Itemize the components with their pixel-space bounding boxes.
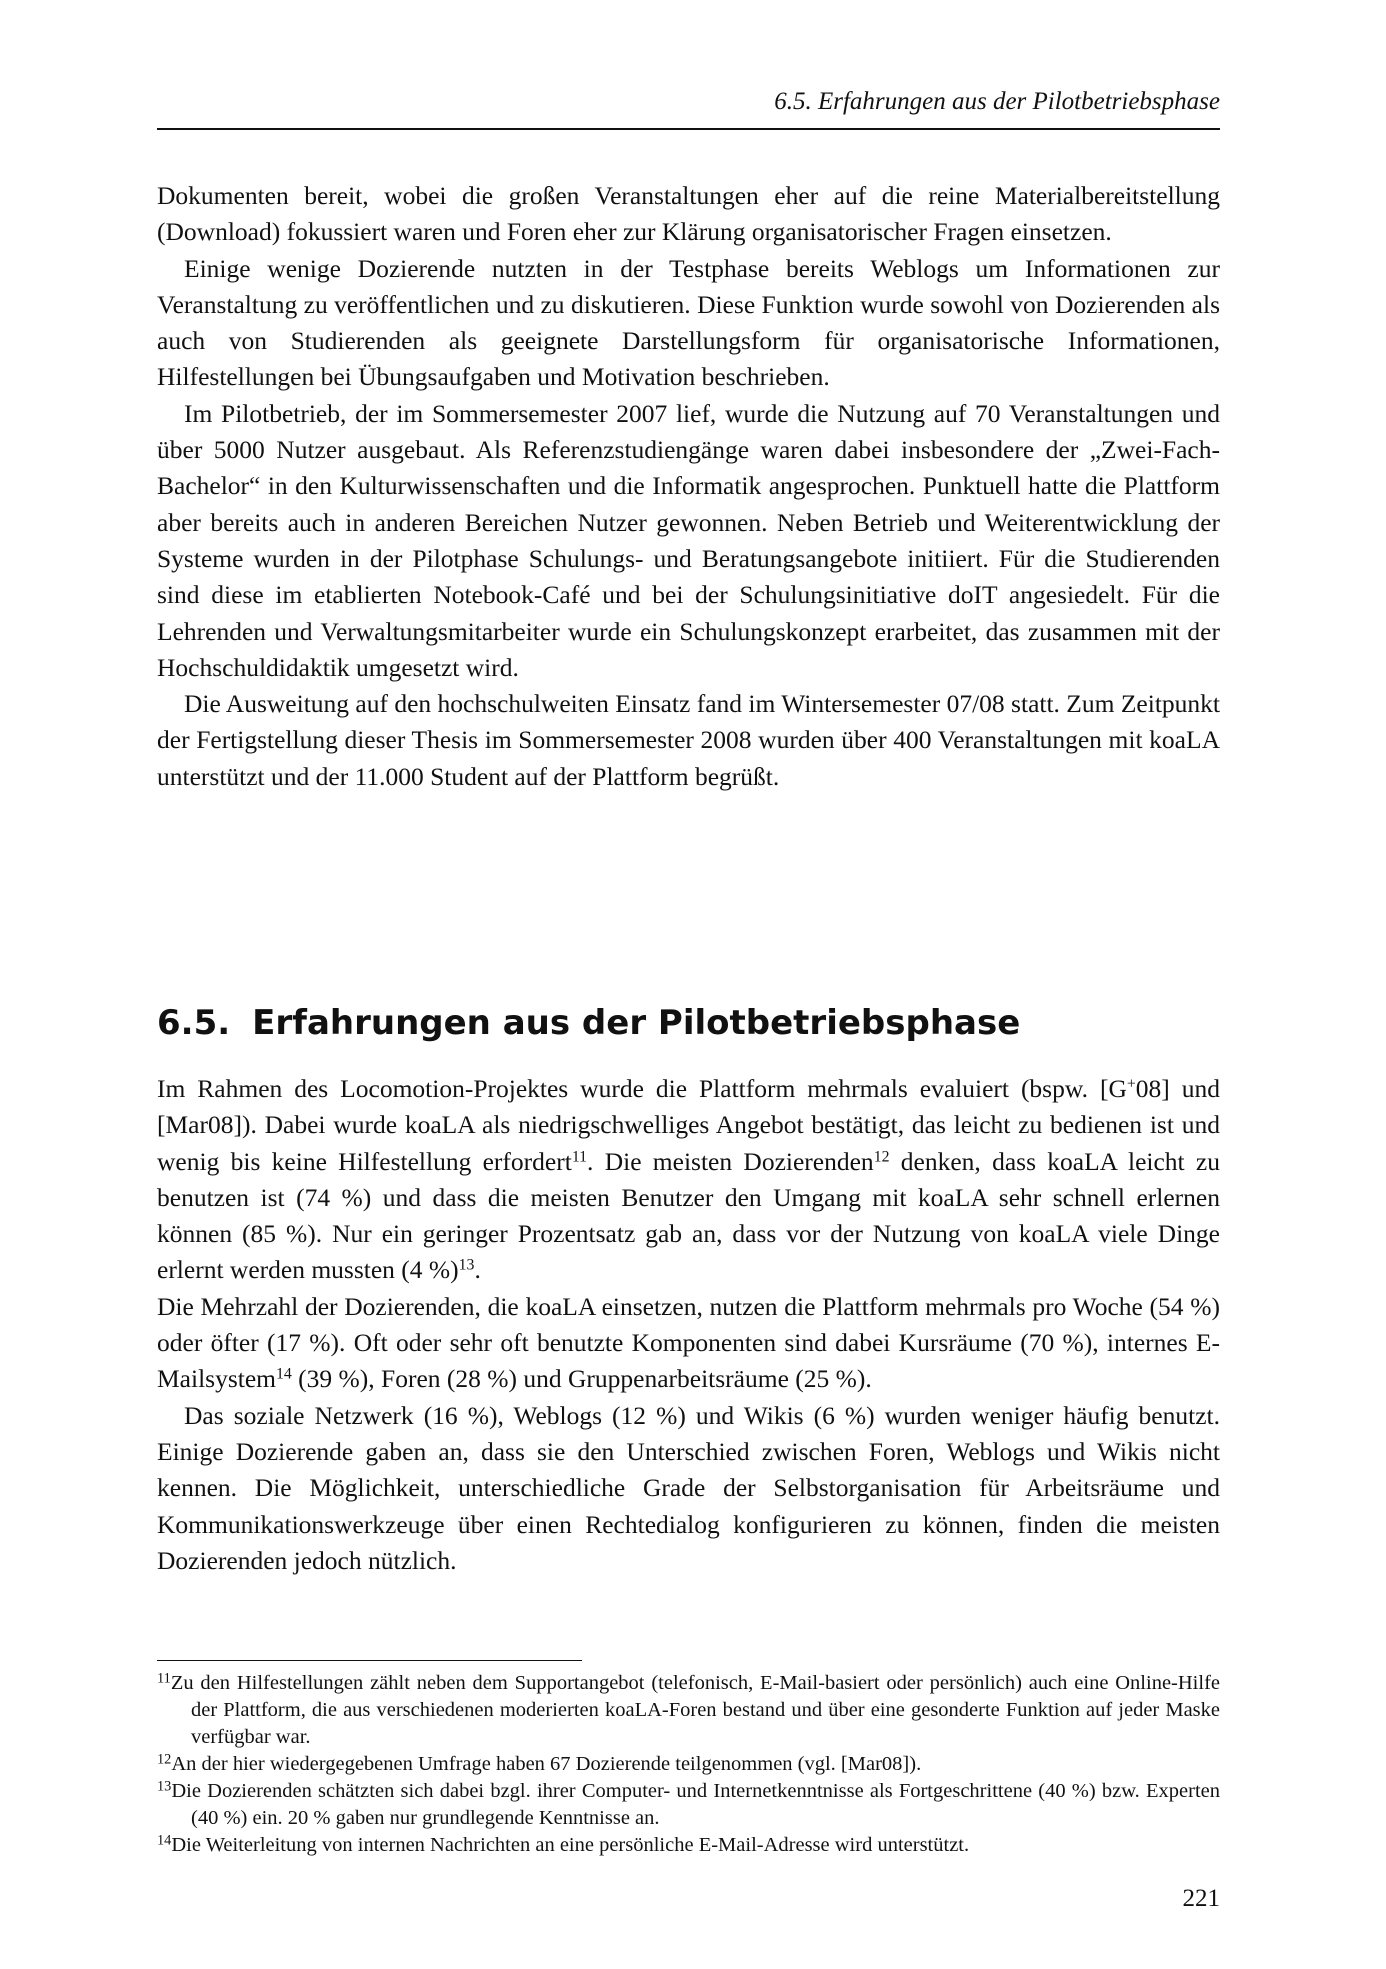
page-number: 221 [1182, 1885, 1220, 1912]
header-rule [157, 128, 1220, 130]
paragraph: Im Rahmen des Locomotion-Projektes wurde die Plattform mehrmals evaluiert (bspw. [G+08] und [Mar08]). Dabei wurde koaLA als niedrigschwelliges Angebot bestätigt, das leicht zu bedienen ist und wenig bis keine Hilfestellung erfordert$^{11}$. Die meisten Dozierenden$^{12}$ denken, dass koaLA leicht zu benutzen ist (74 %) und dass die meisten Benutzer den Umgang mit koaLA sehr schnell erlernen können (85 %). Nur ein geringer Prozentsatz gab an, dass vor der Nutzung von koaLA viele Dinge erlernt werden mussten (4 %)$^{13}$. [157, 1074, 1220, 1285]
footnote-ref[interactable]: 13 [458, 1256, 475, 1274]
paragraph: Die Mehrzahl der Dozierenden, die koaLA einsetzen, nutzen die Plattform mehrmals pro Woche (54 %) oder öfter (17 %). Oft oder sehr oft benutzte Komponenten sind dabei Kursräume (70 %), internes E-Mailsystem$^{14}$ (39 %), Foren (28 %) und Gruppenarbeitsräume (25 %). [157, 1291, 1220, 1394]
footnote-ref[interactable]: 14 [276, 1365, 292, 1383]
section-body [157, 1071, 1220, 1579]
paragraph: Im Pilotbetrieb, der im Sommersemester 2007 lief, wurde die Nutzung auf 70 Veranstaltungen und über 5000 Nutzer ausgebaut. Als Referenzstudiengänge waren dabei insbesondere der „Zwei-Fach-Bachelor“ in den Kulturwissenschaften und die Informatik angesprochen. Punktuell hatte die Plattform aber bereits auch in anderen Bereichen Nutzer gewonnen. Neben Betrieb und Weiterentwicklung der Systeme wurden in der Pilotphase Schulungs- und Beratungsangebote initiiert. Für die Studierenden sind diese im etablierten Notebook-Café und bei der Schulungsinitiative doIT angesiedelt. Für die Lehrenden und Verwaltungsmitarbeiter wurde ein Schulungskonzept erarbeitet, das zusammen mit der Hochschuldidaktik umgesetzt wird. [157, 398, 1220, 682]
footnote-ref[interactable]: 12 [873, 1147, 890, 1165]
footnote: $^{13}$Die Dozierenden schätzten sich dabei bzgl. ihrer Computer- und Internetkenntnisse als Fortgeschrittene (40 %) bzw. Experten (40 %) ein. 20 % gaben nur grundlegende Kenntnisse an. [157, 1778, 1220, 1829]
footnote: $^{12}$An der hier wiedergegebenen Umfrage haben 67 Dozierende teilgenommen (vgl. [Mar08]). [157, 1751, 922, 1775]
footnotes [157, 1670, 1220, 1859]
footnote-rule [157, 1660, 582, 1661]
running-header: 6.5. Erfahrungen aus der Pilotbetriebsphase [774, 88, 1220, 115]
section-heading [157, 1000, 1220, 1046]
footnote-ref[interactable]: 11 [571, 1147, 588, 1165]
footnote-mark: 12 [157, 1751, 172, 1768]
footnote: $^{11}$Zu den Hilfestellungen zählt neben dem Supportangebot (telefonisch, E-Mail-basiert oder persönlich) auch eine Online-Hilfe der Plattform, die aus verschiedenen moderierten koaLA-Foren bestand und über eine gesonderte Funktion auf jeder Maske verfügbar war. [157, 1670, 1220, 1748]
paragraph: Die Ausweitung auf den hochschulweiten Einsatz fand im Wintersemester 07/08 statt. Zum Zeitpunkt der Fertigstellung dieser Thesis im Sommersemester 2008 wurden über 400 Veranstaltungen mit koaLA unterstützt und der 11.000 Student auf der Plattform begrüßt. [157, 689, 1220, 791]
superscript: + [1126, 1075, 1136, 1093]
footnote-mark: 13 [157, 1778, 172, 1795]
footnote: $^{14}$Die Weiterleitung von internen Nachrichten an eine persönliche E-Mail-Adresse wird unterstützt. [157, 1832, 970, 1856]
section-title: Erfahrungen aus der Pilotbetriebsphase [252, 1003, 1021, 1043]
paragraph: Dokumenten bereit, wobei die großen Veranstaltungen eher auf die reine Materialbereitstellung (Download) fokussiert waren und Foren eher zur Klärung organisatorischer Fragen einsetzen. [157, 181, 1220, 247]
paragraph: Einige wenige Dozierende nutzten in der Testphase bereits Weblogs um Informationen zur Veranstaltung zu veröffentlichen und zu diskutieren. Diese Funktion wurde sowohl von Dozierenden als auch von Studierenden als geeignete Darstellungsform für organisatorische Informationen, Hilfestellungen bei Übungsaufgaben und Motivation beschrieben. [157, 253, 1220, 392]
footnote-mark: 11 [157, 1670, 171, 1687]
footnote-mark: 14 [157, 1832, 172, 1849]
section-number: 6.5. [157, 1003, 231, 1043]
paragraph: Das soziale Netzwerk (16 %), Weblogs (12 %) und Wikis (6 %) wurden weniger häufig benutzt. Einige Dozierende gaben an, dass sie den Unterschied zwischen Foren, Weblogs und Wikis nicht kennen. Die Möglichkeit, unterschiedliche Grade der Selbstorganisation für Arbeitsräume und Kommunikationswerkzeuge über einen Rechtedialog konfigurieren zu können, finden die meisten Dozierenden jedoch nützlich. [157, 1400, 1220, 1575]
body-text [157, 178, 1220, 795]
